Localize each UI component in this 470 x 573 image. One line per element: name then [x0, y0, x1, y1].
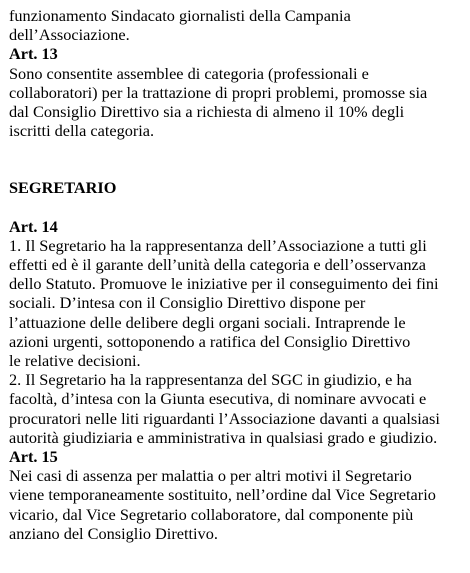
text-line: collaboratori) per la trattazione di propri problemi, promosse sia: [9, 82, 428, 102]
text-line: 2. Il Segretario ha la rappresentanza del SGC in giudizio, e ha: [9, 370, 412, 390]
article-heading: Art. 14: [9, 216, 58, 236]
intro-paragraph: [9, 6, 467, 44]
text-line: dello Statuto. Promuove le iniziative per il conseguimento dei fini: [9, 274, 439, 294]
text-line: Nei casi di assenza per malattia o per altri motivi il Segretario: [9, 466, 412, 486]
article-13: [9, 44, 467, 140]
text-line: viene temporaneamente sostituito, nell’ordine dal Vice Segretario: [9, 485, 436, 505]
text-line: procuratori nelle liti riguardanti l’Associazione davanti a qualsiasi: [9, 408, 440, 428]
text-line: facoltà, d’intesa con la Giunta esecutiva, di nominare avvocati e: [9, 389, 427, 409]
text-line: iscritti della categoria.: [9, 121, 155, 141]
article-heading: Art. 13: [9, 44, 58, 64]
document-page: [9, 6, 467, 543]
text-line: effetti ed è il garante dell’unità della categoria e dell’osservanza: [9, 255, 426, 275]
text-line: autorità giudiziaria e amministrativa in qualsiasi grado e giudizio.: [9, 427, 438, 447]
article-heading: Art. 15: [9, 447, 58, 467]
text-line: azioni urgenti, sottoponendo a ratifica del Consiglio Direttivo: [9, 331, 411, 351]
text-line: dal Consiglio Direttivo sia a richiesta di almeno il 10% degli: [9, 102, 405, 122]
spacer: [9, 140, 467, 178]
text-line: l’attuazione delle delibere degli organi sociali. Intraprende le: [9, 312, 406, 332]
article-15: [9, 447, 467, 543]
text-line: Sono consentite assemblee di categoria (professionali e: [9, 63, 369, 83]
text-line: 1. Il Segretario ha la rappresentanza dell’Associazione a tutti gli: [9, 235, 427, 255]
spacer: [9, 198, 467, 217]
text-line: le relative decisioni.: [9, 351, 141, 371]
article-14: [9, 217, 467, 447]
text-line: anziano del Consiglio Direttivo.: [9, 523, 218, 543]
text-line: dell’Associazione.: [9, 25, 130, 45]
text-line: funzionamento Sindacato giornalisti della Campania: [9, 6, 351, 25]
section-title: SEGRETARIO: [9, 178, 117, 198]
text-line: vicario, dal Vice Segretario collaboratore, dal componente più: [9, 504, 414, 524]
text-line: sociali. D’intesa con il Consiglio Direttivo dispone per: [9, 293, 366, 313]
